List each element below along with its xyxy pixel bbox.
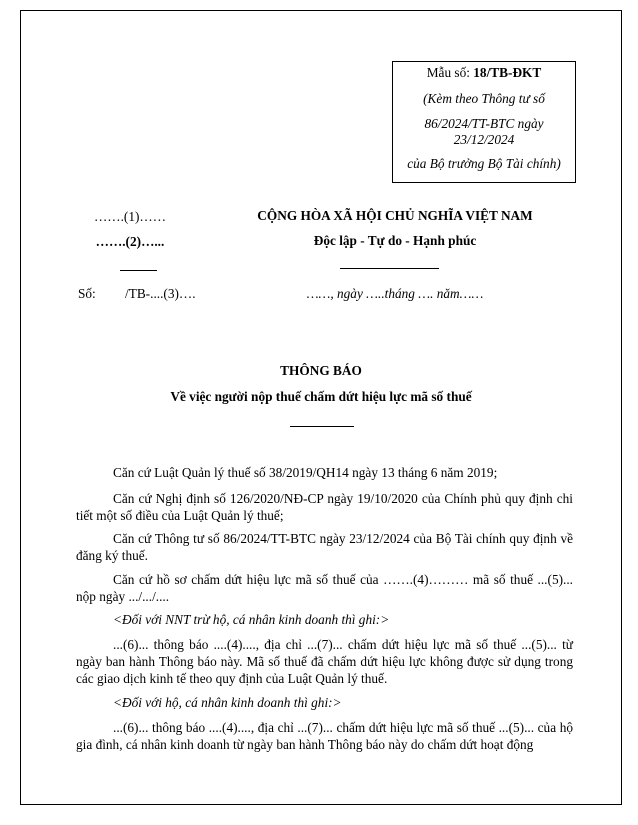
legal-basis-circular: Căn cứ Thông tư số 86/2024/TT-BTC ngày 23/12/2024 của Bộ Tài chính quy định về đăng ký thuế. bbox=[76, 531, 573, 563]
form-code: 18/TB-ĐKT bbox=[473, 65, 542, 80]
country-name: CỘNG HÒA XÃ HỘI CHỦ NGHĨA VIỆT NAM bbox=[257, 208, 533, 223]
agency-name: …….(2)…... bbox=[95, 234, 165, 249]
motto-divider bbox=[340, 268, 439, 269]
attached-line-2 bbox=[393, 116, 575, 148]
notice-non-household: ...(6)... thông báo ....(4)...., địa chỉ ...(7)... chấm dứt hiệu lực mã số thuế ...(5)... từ ngày ban hành Thông báo này. Mã số thuế đã chấm dứt hiệu lực không được sử dụng trong các giao dịch kinh tế theo quy định của Luật Quản lý thuế. bbox=[76, 637, 573, 686]
legal-basis-decree: Căn cứ Nghị định số 126/2020/NĐ-CP ngày 19/10/2020 của Chính phủ quy định chi tiết một số điều của Luật Quản lý thuế; bbox=[76, 491, 573, 523]
document-title: THÔNG BÁO bbox=[280, 363, 362, 378]
legal-basis-dossier: Căn cứ hồ sơ chấm dứt hiệu lực mã số thuế của …….(4)……… mã số thuế ...(5)... nộp ngày .../.../.... bbox=[76, 572, 573, 604]
document-subtitle: Về việc người nộp thuế chấm dứt hiệu lực mã số thuế bbox=[170, 389, 472, 404]
form-number-box bbox=[392, 61, 576, 183]
legal-basis-law: Căn cứ Luật Quản lý thuế số 38/2019/QH14 ngày 13 tháng 6 năm 2019; bbox=[113, 465, 498, 480]
date-line: ……, ngày …..tháng …. năm…… bbox=[306, 286, 484, 301]
form-number-label: Mẫu số: bbox=[426, 65, 470, 80]
attached-line-3-text: 23/12/2024 bbox=[453, 132, 515, 147]
attached-line-1: (Kèm theo Thông tư số bbox=[423, 91, 545, 106]
note-household: <Đối với hộ, cá nhân kinh doanh thì ghi:> bbox=[113, 695, 342, 710]
attached-line-2-text: 86/2024/TT-BTC ngày bbox=[424, 116, 544, 131]
notice-household: ...(6)... thông báo ....(4)...., địa chỉ ...(7)... chấm dứt hiệu lực mã số thuế ...(5)... của hộ gia đình, cá nhân kinh doanh từ ngày ban hành Thông báo này do chấm dứt hoạt động bbox=[76, 720, 573, 752]
document-number: /TB-....(3)…. bbox=[125, 286, 196, 301]
attached-line-4: của Bộ trưởng Bộ Tài chính) bbox=[407, 156, 561, 171]
document-number-label: Số: bbox=[78, 286, 96, 301]
agency-parent: …….(1)…… bbox=[93, 209, 167, 224]
title-divider bbox=[290, 426, 354, 427]
note-non-household: <Đối với NNT trừ hộ, cá nhân kinh doanh thì ghi:> bbox=[113, 612, 390, 627]
agency-divider bbox=[120, 270, 157, 271]
form-number bbox=[393, 65, 575, 81]
national-motto: Độc lập - Tự do - Hạnh phúc bbox=[313, 233, 477, 248]
